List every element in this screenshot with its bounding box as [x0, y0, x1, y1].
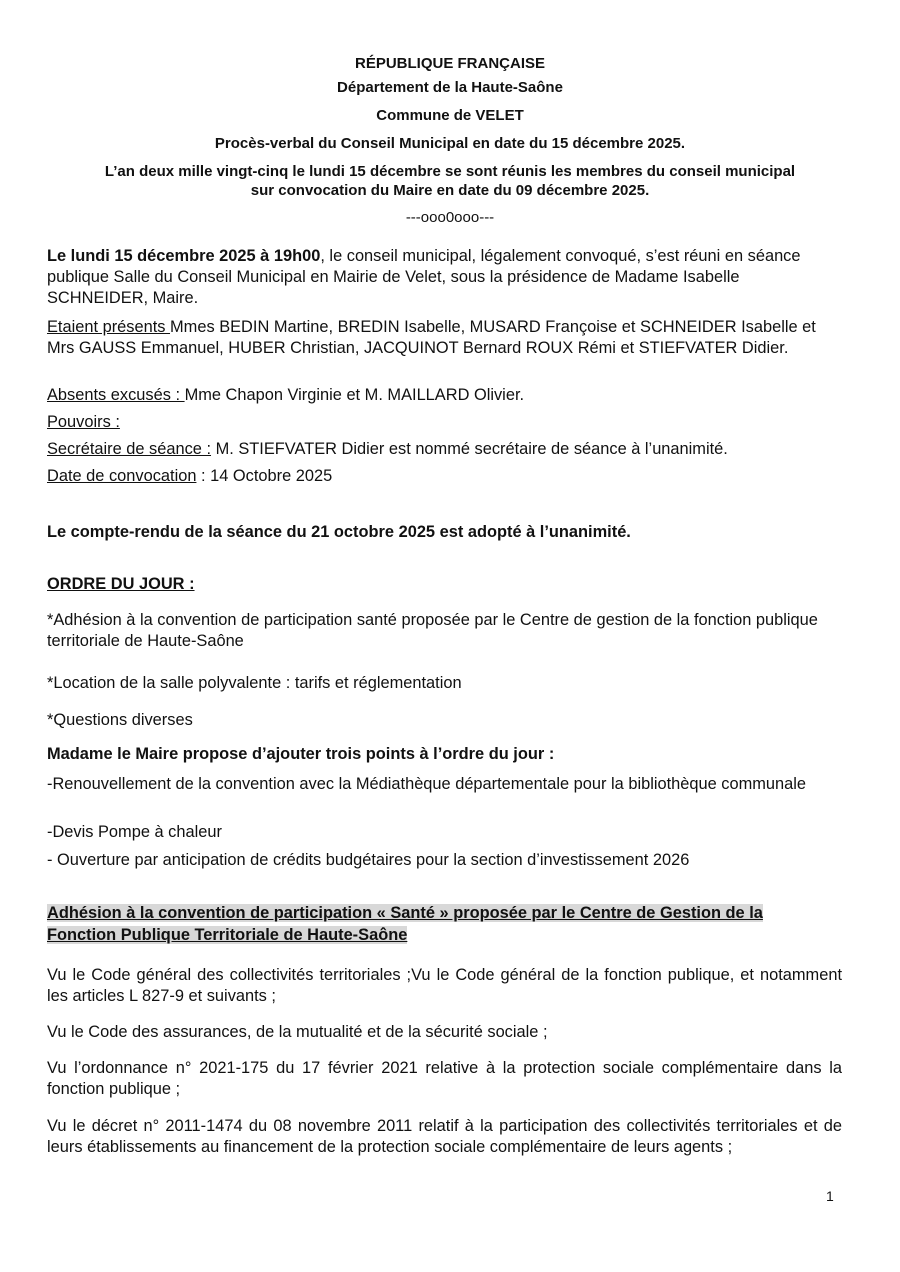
- agenda-heading: ORDRE DU JOUR :: [47, 575, 195, 593]
- secretary-paragraph: [47, 439, 842, 460]
- proxy-paragraph: [47, 412, 842, 433]
- legal-paragraph: Vu le décret n° 2011-1474 du 08 novembre 2011 relatif à la participation des collectivités territoriales et de leurs établissements au financement de la protection sociale complémentaire de leurs agents ;: [47, 1117, 842, 1156]
- agenda-item: *Questions diverses: [47, 711, 193, 729]
- section-title: [47, 902, 842, 946]
- secretary-text: M. STIEFVATER Didier est nommé secrétaire de séance à l’unanimité.: [211, 440, 728, 458]
- addition-item: -Devis Pompe à chaleur: [47, 823, 222, 841]
- agenda-item: *Location de la salle polyvalente : tarifs et réglementation: [47, 674, 462, 692]
- opening-paragraph: [47, 246, 842, 309]
- opening-text: , le conseil municipal, légalement convoqué, s’est réuni en séance publique Salle du Conseil Municipal en Mairie de Velet, sous la présidence de Madame Isabelle SCHNEIDER, Maire.: [47, 247, 801, 307]
- absent-paragraph: [47, 385, 842, 406]
- minutes-adopted: Le compte-rendu de la séance du 21 octobre 2025 est adopté à l’unanimité.: [47, 523, 631, 541]
- convocation-text: : 14 Octobre 2025: [196, 467, 333, 485]
- intro-line-2: sur convocation du Maire en date du 09 décembre 2025.: [250, 182, 650, 199]
- department-heading: Département de la Haute-Saône: [337, 79, 563, 96]
- present-label: Etaient présents: [47, 318, 171, 336]
- present-text: Mmes BEDIN Martine, BREDIN Isabelle, MUSARD Françoise et SCHNEIDER Isabelle et Mrs GAUSS Emmanuel, HUBER Christian, JACQUINOT Bernard ROUX Rémi et STIEFVATER Didier.: [47, 318, 816, 357]
- legal-paragraph: Vu le Code général des collectivités territoriales ;Vu le Code général de la fonction publique, et notamment les articles L 827-9 et suivants ;: [47, 966, 842, 1005]
- republic-heading: RÉPUBLIQUE FRANÇAISE: [354, 55, 545, 72]
- convocation-label: Date de convocation: [47, 467, 197, 485]
- intro-line-1: L’an deux mille vingt-cinq le lundi 15 décembre se sont réunis les membres du conseil municipal: [104, 163, 796, 180]
- convocation-paragraph: [47, 466, 842, 487]
- document-title: Procès-verbal du Conseil Municipal en date du 15 décembre 2025.: [214, 135, 686, 152]
- page-number: 1: [826, 1188, 834, 1204]
- separator: ---ooo0ooo---: [405, 209, 495, 226]
- absent-label: Absents excusés :: [47, 386, 185, 404]
- agenda-item: *Adhésion à la convention de participation santé proposée par le Centre de gestion de la fonction publique territoriale de Haute-Saône: [47, 611, 818, 650]
- additions-heading: Madame le Maire propose d’ajouter trois points à l’ordre du jour :: [47, 745, 555, 763]
- addition-item: -Renouvellement de la convention avec la Médiathèque départementale pour la bibliothèque communale: [47, 775, 807, 793]
- addition-item: - Ouverture par anticipation de crédits budgétaires pour la section d’investissement 2026: [47, 851, 690, 869]
- commune-heading: Commune de VELET: [376, 107, 524, 124]
- proxy-label: Pouvoirs :: [47, 413, 120, 431]
- present-paragraph: [47, 317, 842, 359]
- section-title-line-2: Fonction Publique Territoriale de Haute-Saône: [47, 926, 408, 944]
- meeting-datetime: Le lundi 15 décembre 2025 à 19h00: [47, 247, 321, 265]
- absent-text: Mme Chapon Virginie et M. MAILLARD Olivier.: [184, 386, 525, 404]
- secretary-label: Secrétaire de séance :: [47, 440, 212, 458]
- legal-paragraph: Vu le Code des assurances, de la mutualité et de la sécurité sociale ;: [47, 1023, 548, 1041]
- section-title-line-1: Adhésion à la convention de participation « Santé » proposée par le Centre de Gestion de la: [47, 904, 763, 922]
- legal-paragraph: Vu l’ordonnance n° 2021-175 du 17 février 2021 relative à la protection sociale complémentaire dans la fonction publique ;: [47, 1059, 842, 1098]
